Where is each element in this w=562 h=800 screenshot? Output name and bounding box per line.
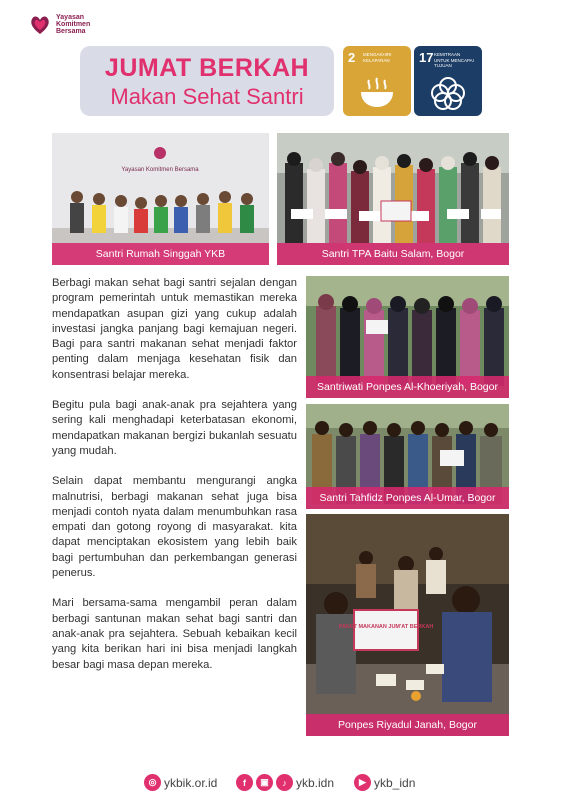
- sdg-2-badge: 2 MENGAKHIRI KELAPARAN: [343, 46, 411, 116]
- globe-icon: ◎: [144, 774, 161, 791]
- article-body: [52, 276, 297, 688]
- instagram-icon: ▣: [256, 774, 273, 791]
- facebook-icon: f: [236, 774, 253, 791]
- tiktok-icon: ♪: [276, 774, 293, 791]
- photo-tpa-baitu-salam: [277, 133, 509, 265]
- footer: [0, 774, 562, 794]
- page-subtitle: Makan Sehat Santri: [110, 84, 304, 109]
- paragraph: Selain dapat membantu mengurangi angka malnutrisi, berbagi makanan sehat juga bisa menjadi contoh nyata dalam menumbuhkan rasa empati dan gotong royong di masyarakat. kita dapat menciptakan ekosistem yang lebih baik bagi pertumbuhan dan perkembangan generasi penerus.: [52, 475, 297, 580]
- photo-caption: Santri Rumah Singgah YKB: [52, 243, 269, 265]
- photo-caption: Santriwati Ponpes Al-Khoeriyah, Bogor: [306, 376, 509, 398]
- social-link[interactable]: f ▣ ♪ ykb.idn: [236, 774, 334, 791]
- rings-icon: [428, 76, 468, 110]
- sdg-17-badge: 17 KEMITRAAN UNTUK MENCAPAI TUJUAN: [414, 46, 482, 116]
- photo-al-khoeriyah: [306, 276, 509, 398]
- paragraph: Berbagi makan sehat bagi santri sejalan dengan program pemerintah untuk memastikan mereka mendapatkan asupan gizi yang cukup adalah investasi jangka panjang bagi kemajuan negeri. Bagi para santri makanan sehat menjadi faktor penting dalam menjaga kesehatan fisik dan konsentrasi belajar mereka.: [52, 277, 297, 381]
- photo-caption: Ponpes Riyadul Janah, Bogor: [306, 714, 509, 736]
- photo-rumah-singgah: [52, 133, 269, 265]
- ykb-logo: [28, 12, 90, 36]
- bowl-icon: [357, 76, 397, 110]
- photo-al-umar: [306, 404, 509, 509]
- heart-hands-icon: [28, 12, 52, 36]
- website-link[interactable]: ◎ ykbik.or.id: [144, 774, 217, 791]
- logo-text: Yayasan Komitmen Bersama: [56, 13, 91, 35]
- photo-riyadul-janah: [306, 514, 509, 736]
- title-box: [80, 46, 334, 116]
- group-photo: [306, 514, 509, 736]
- photo-caption: Santri Tahfidz Ponpes Al-Umar, Bogor: [306, 487, 509, 509]
- youtube-icon: ▶: [354, 774, 371, 791]
- paragraph: Begitu pula bagi anak-anak pra sejahtera yang sering kali menghadapi keterbatasan ekonomi, mendapatkan makanan bergizi bukanlah sesuatu yang mudah.: [52, 399, 297, 457]
- page-title: JUMAT BERKAH: [104, 54, 310, 82]
- photo-caption: Santri TPA Baitu Salam, Bogor: [277, 243, 509, 265]
- paragraph: Mari bersama-sama mengambil peran dalam berbagi santunan makan sehat bagi santri dan anak-anak pra sejahtera. Sebuah kebaikan kecil yang kita berikan hari ini bisa menjadi langkah besar bagi masa depan mereka.: [52, 597, 297, 671]
- youtube-link[interactable]: ▶ ykb_idn: [354, 774, 415, 791]
- box-label-text: PAKET MAKANAN JUM'AT BERKAH: [338, 624, 434, 630]
- wall-sign-text: Yayasan Komitmen Bersama: [121, 167, 199, 173]
